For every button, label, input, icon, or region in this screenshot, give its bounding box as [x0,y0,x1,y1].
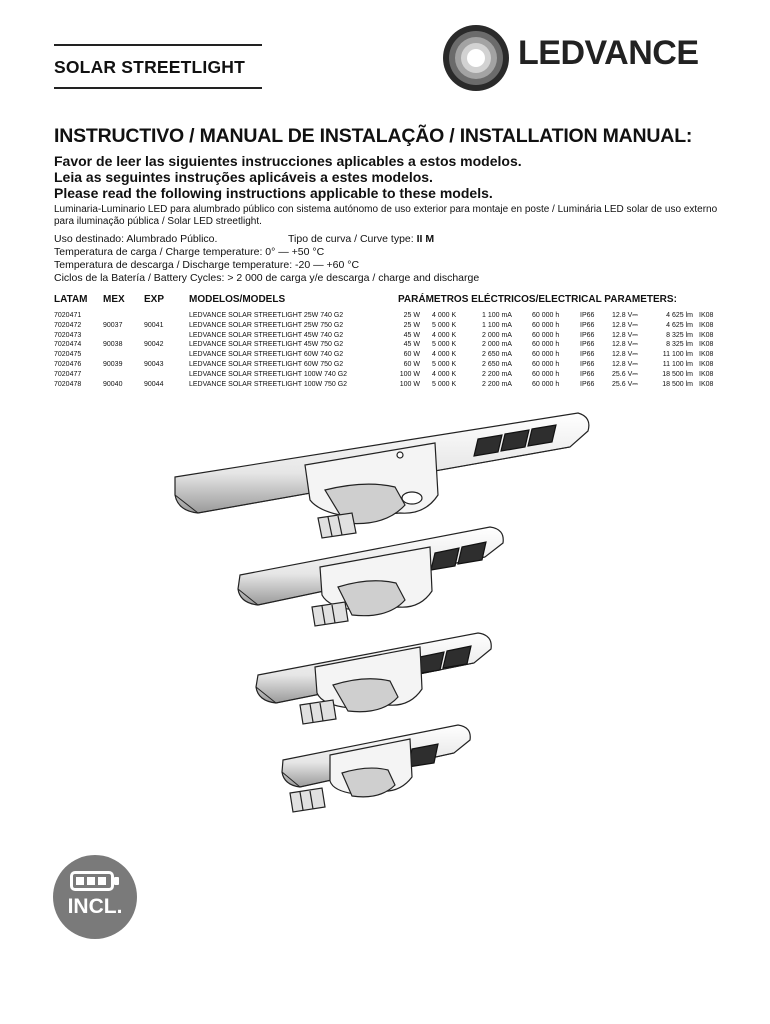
table-cell-ik: IK08 [699,360,714,368]
table-cell-ip: IP66 [580,370,595,378]
table-cell-ik: IK08 [699,341,714,349]
table-cell-latam: 7020476 [54,360,82,368]
table-cell-current: 2 200 mA [482,380,512,388]
ledvance-ring-logo-icon [440,23,512,95]
spec-curve [288,233,434,245]
table-cell-ik: IK08 [699,380,714,388]
table-cell-lumen: 4 625 lm [666,321,693,329]
table-cell-lifetime: 60 000 h [532,321,560,329]
table-cell-ip: IP66 [580,331,595,339]
table-col-voltage [612,311,638,389]
table-cell-voltage: 12.8 V⎓ [612,360,638,368]
table-col-lumen [644,311,693,389]
table-cell-lumen: 4 625 lm [666,312,693,319]
table-cell-current: 1 100 mA [482,321,512,329]
instruction-es: Favor de leer las siguientes instrucciones aplicables a estos modelos. [54,153,522,169]
header-bottom-rule [54,87,262,89]
table-cell-lumen: 11 100 lm [662,351,693,359]
table-cell-lifetime: 60 000 h [532,341,560,349]
table-cell-lifetime: 60 000 h [532,380,560,388]
table-cell-cct: 4 000 K [432,312,457,319]
table-col-current [482,311,512,389]
table-cell-ik: IK08 [699,331,714,339]
table-col-exp [144,311,163,389]
table-cell-models: LEDVANCE SOLAR STREETLIGHT 25W 740 G2 [189,312,344,319]
table-cell-lumen: 18 500 lm [662,370,693,378]
table-cell-ip: IP66 [580,321,595,329]
instruction-en: Please read the following instructions applicable to these models. [54,185,493,201]
table-cell-latam: 7020478 [54,380,82,388]
table-cell-mex: 90040 [103,380,123,388]
table-cell-voltage: 12.8 V⎓ [612,312,638,319]
table-cell-mex: 90039 [103,360,123,368]
col-header-models: MODELOS/MODELS [189,294,286,305]
table-cell-cct: 5 000 K [432,341,457,349]
table-col-power [388,311,420,389]
table-cell-mex [103,311,122,321]
spec-use-text: Uso destinado: Alumbrado Público. [54,233,218,245]
product-title: SOLAR STREETLIGHT [54,57,246,77]
table-cell-lifetime: 60 000 h [532,360,560,368]
table-cell-models: LEDVANCE SOLAR STREETLIGHT 60W 750 G2 [189,360,344,368]
table-cell-mex [103,350,122,360]
table-cell-power: 25 W [403,312,420,319]
table-col-latam [54,311,81,389]
table-cell-cct: 4 000 K [432,331,457,339]
table-cell-mex [103,370,122,380]
table-col-cct [432,311,456,389]
badge-label: INCL. [67,895,123,918]
table-cell-power: 100 W [399,380,420,388]
streetlight-25w-drawing [282,725,470,812]
table-cell-models: LEDVANCE SOLAR STREETLIGHT 45W 750 G2 [189,341,344,349]
table-cell-voltage: 12.8 V⎓ [612,321,638,329]
table-cell-cct: 5 000 K [432,380,457,388]
table-cell-voltage: 25.6 V⎓ [612,380,638,388]
col-header-exp: EXP [144,294,165,305]
table-cell-power: 60 W [403,351,420,359]
table-cell-lumen: 11 100 lm [662,360,693,368]
table-cell-lifetime: 60 000 h [532,331,560,339]
streetlight-100w-drawing [175,413,589,538]
table-cell-models: LEDVANCE SOLAR STREETLIGHT 25W 750 G2 [189,321,344,329]
col-header-latam: LATAM [54,294,88,305]
product-description: Luminaria-Luminario LED para alumbrado público con sistema autónomo de uso exterior para montaje en poste / Luminária LED solar de uso externo para iluminação pública / Solar LED streetlight. [54,204,718,227]
table-cell-power: 100 W [399,370,420,378]
table-cell-ip: IP66 [580,312,595,319]
table-cell-ip: IP66 [580,380,595,388]
table-cell-exp [144,370,163,380]
table-cell-current: 2 000 mA [482,341,512,349]
brand-name: LEDVANCE [518,34,699,72]
spec-use [54,233,435,245]
table-cell-power: 25 W [403,321,420,329]
spec-discharge-temp: Temperatura de descarga / Discharge temperature: -20 — +60 °C [54,259,360,271]
table-cell-cct: 4 000 K [432,370,457,378]
table-cell-current: 2 200 mA [482,370,512,378]
table-cell-mex: 90037 [103,321,123,329]
brand-logo [440,23,730,93]
table-cell-current: 2 000 mA [482,331,512,339]
table-cell-power: 45 W [403,341,420,349]
streetlight-45w-drawing [256,633,491,724]
table-cell-lifetime: 60 000 h [532,351,560,359]
table-cell-latam: 7020473 [54,331,82,339]
table-cell-ip: IP66 [580,360,595,368]
table-cell-latam: 7020477 [54,370,82,378]
table-cell-models: LEDVANCE SOLAR STREETLIGHT 45W 740 G2 [189,331,344,339]
table-cell-power: 45 W [403,331,420,339]
table-cell-voltage: 12.8 V⎓ [612,331,638,339]
table-cell-cct: 4 000 K [432,351,457,359]
table-cell-exp: 90041 [144,321,164,329]
table-cell-current: 2 650 mA [482,351,512,359]
table-col-ik [699,311,713,389]
table-cell-latam: 7020474 [54,341,82,349]
table-cell-lumen: 18 500 lm [662,380,693,388]
table-cell-cct: 5 000 K [432,360,457,368]
table-cell-power: 60 W [403,360,420,368]
table-cell-ip: IP66 [580,351,595,359]
table-cell-cct: 5 000 K [432,321,457,329]
battery-included-badge [53,855,137,939]
table-cell-exp [144,331,163,341]
table-col-models [189,311,347,389]
battery-icon [70,871,114,891]
streetlight-illustrations [0,395,770,835]
table-cell-voltage: 12.8 V⎓ [612,341,638,349]
col-header-params: PARÁMETROS ELÉCTRICOS/ELECTRICAL PARAMETERS: [398,294,677,305]
instruction-pt: Leia as seguintes instruções aplicáveis a estes modelos. [54,169,433,185]
table-cell-latam: 7020471 [54,312,82,319]
table-cell-lumen: 8 325 lm [666,331,693,339]
table-cell-lifetime: 60 000 h [532,312,560,319]
table-cell-ik: IK08 [699,321,714,329]
table-cell-models: LEDVANCE SOLAR STREETLIGHT 60W 740 G2 [189,351,344,359]
col-header-mex: MEX [103,294,125,305]
table-cell-lifetime: 60 000 h [532,370,560,378]
table-cell-exp [144,350,163,360]
table-cell-ik: IK08 [699,370,714,378]
header-top-rule [54,44,262,46]
spec-battery-cycles: Ciclos de la Batería / Battery Cycles: > 2 000 de carga y/e descarga / charge and discharge [54,272,480,284]
table-cell-models: LEDVANCE SOLAR STREETLIGHT 100W 740 G2 [189,370,348,378]
table-cell-exp: 90042 [144,341,164,349]
table-cell-voltage: 25.6 V⎓ [612,370,638,378]
table-cell-current: 1 100 mA [482,312,512,319]
table-cell-mex: 90038 [103,341,123,349]
table-cell-exp: 90044 [144,380,164,388]
page-title: INSTRUCTIVO / MANUAL DE INSTALAÇÃO / INSTALLATION MANUAL: [54,125,693,147]
table-cell-voltage: 12.8 V⎓ [612,351,638,359]
spec-charge-temp: Temperatura de carga / Charge temperature: 0° — +50 °C [54,246,325,258]
table-cell-exp [144,311,163,321]
table-cell-ik: IK08 [699,312,714,319]
table-cell-ip: IP66 [580,341,595,349]
streetlight-60w-drawing [238,527,503,626]
table-col-ip [580,311,594,389]
table-cell-ik: IK08 [699,351,714,359]
table-cell-lumen: 8 325 lm [666,341,693,349]
spec-curve-value: II M [416,233,435,245]
table-col-mex [103,311,122,389]
spec-curve-label: Tipo de curva / Curve type: [288,233,414,245]
table-col-lifetime [532,311,559,389]
table-cell-mex [103,331,122,341]
table-cell-latam: 7020472 [54,321,82,329]
table-cell-models: LEDVANCE SOLAR STREETLIGHT 100W 750 G2 [189,380,348,388]
table-cell-current: 2 650 mA [482,360,512,368]
table-cell-latam: 7020475 [54,351,82,359]
table-cell-exp: 90043 [144,360,164,368]
